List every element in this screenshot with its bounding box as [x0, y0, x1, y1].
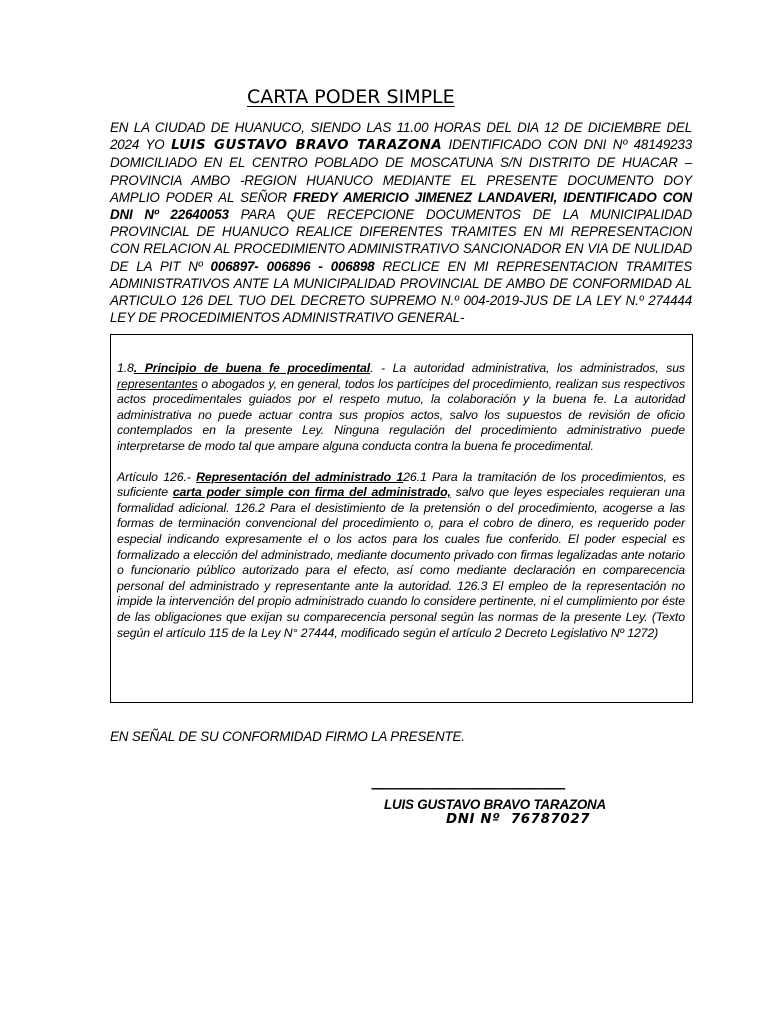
principle-heading: . Principio de buena fe procedimental — [133, 361, 371, 375]
article-bold-text: carta poder simple con firma del administrado, — [172, 485, 451, 500]
proxy-name: FREDY AMERICIO JIMENEZ LANDAVERI, IDENTIFICADO CON DNI Nº 22640053 — [110, 189, 692, 223]
intro-text-1: EN LA CIUDAD DE HUANUCO, SIENDO LAS 11.00 HORAS DEL DIA 12 DE DICIEMBRE DEL 2024 YO — [110, 120, 692, 153]
closing-statement: EN SEÑAL DE SU CONFORMIDAD FIRMO LA PRESENTE. — [110, 729, 465, 744]
grantor-name: LUIS GUSTAVO BRAVO TARAZONA — [171, 138, 442, 154]
representantes-text: representantes — [117, 376, 198, 391]
signature-name: LUIS GUSTAVO BRAVO TARAZONA — [384, 797, 606, 812]
principle-text-1: . - La autoridad administrativa, los administrados, sus — [370, 361, 685, 375]
article-label: Artículo 126.- — [117, 469, 197, 484]
signature-line: -------------------------------------------------------------------- — [371, 781, 565, 795]
article-heading: Representación del administrado 1 — [196, 469, 404, 484]
legal-quote-box — [110, 334, 693, 703]
article-text-2: salvo que leyes especiales requieran una formalidad adicional. 126.2 Para el desistimiento de la pretensión o del procedimiento, acogerse a las formas de terminación convencional del procedimiento o, para el cobro de dinero, es requerido poder especial indicando expresamente el o los actos para los cuales fue conferido. El poder especial es formalizado a elección del administrado, mediante documento privado con firmas legalizadas ante notario o funcionario público autorizado para el efecto, así como mediante declaración en comparecencia personal del administrado y representante ante la autoridad. 126.3 El empleo de la representación no impide la intervención del propio administrado cuando lo considere pertinente, ni el cumplimiento por éste de las obligaciones que exijan su comparecencia personal según las normas de la presente Ley. (Texto según el artículo 115 de la Ley N° 27444, modificado según el artículo 2 Decreto Legislativo Nº 1272) — [117, 485, 685, 640]
principle-number: 1.8 — [117, 361, 134, 375]
intro-text-3: PARA QUE RECEPCIONE DOCUMENTOS DE LA MUNICIPALIDAD PROVINCIAL DE HUANUCO REALICE DIFERENTES TRAMITES EN MI REPRESENTACION CON RELACION AL PROCEDIMIENTO ADMINISTRATIVO SANCIONADOR EN VIA DE NULIDAD DE LA PIT Nº — [110, 207, 692, 274]
principle-text-2: o abogados y, en general, todos los partícipes del procedimiento, realizan sus respectivos actos procedimentales guiados por el respeto mutuo, la colaboración y la buena fe. La autoridad administrativa no puede actuar contra sus propios actos, salvo los supuestos de revisión de oficio contemplados en la presente Ley. Ninguna regulación del procedimiento administrativo puede interpretarse de modo tal que ampare alguna conducta contra la buena fe procedimental. — [117, 376, 685, 453]
pit-numbers: 006897- 006896 - 006898 — [210, 258, 375, 274]
intro-paragraph — [110, 119, 692, 326]
signature-dni: DNI Nº 76787027 — [446, 812, 591, 827]
article-text-1: 26.1 Para la tramitación de los procedimientos, es suficiente — [117, 469, 685, 500]
principle-paragraph — [117, 361, 685, 455]
document-title: CARTA PODER SIMPLE — [247, 86, 455, 108]
intro-text-4: RECLICE EN MI REPRESENTACION TRAMITES ADMINISTRATIVOS ANTE LA MUNICIPALIDAD PROVINCIAL DE AMBO DE CONFORMIDAD AL ARTICULO 126 DEL TUO DEL DECRETO SUPREMO N.º 004-2019-JUS DE LA LEY N.º 274444 LEY DE PROCEDIMIENTOS ADMINISTRATIVO GENERAL- — [110, 258, 692, 326]
intro-text-2: IDENTIFICADO CON DNI Nº 48149233 DOMICILIADO EN EL CENTRO POBLADO DE MOSCATUNA S/N DISTRITO DE HUACAR – PROVINCIA AMBO -REGION HUANUCO MEDIANTE EL PRESENTE DOCUMENTO DOY AMPLIO PODER AL SEÑOR — [110, 137, 693, 205]
legal-quote-content — [117, 361, 685, 656]
article-paragraph — [117, 470, 685, 642]
